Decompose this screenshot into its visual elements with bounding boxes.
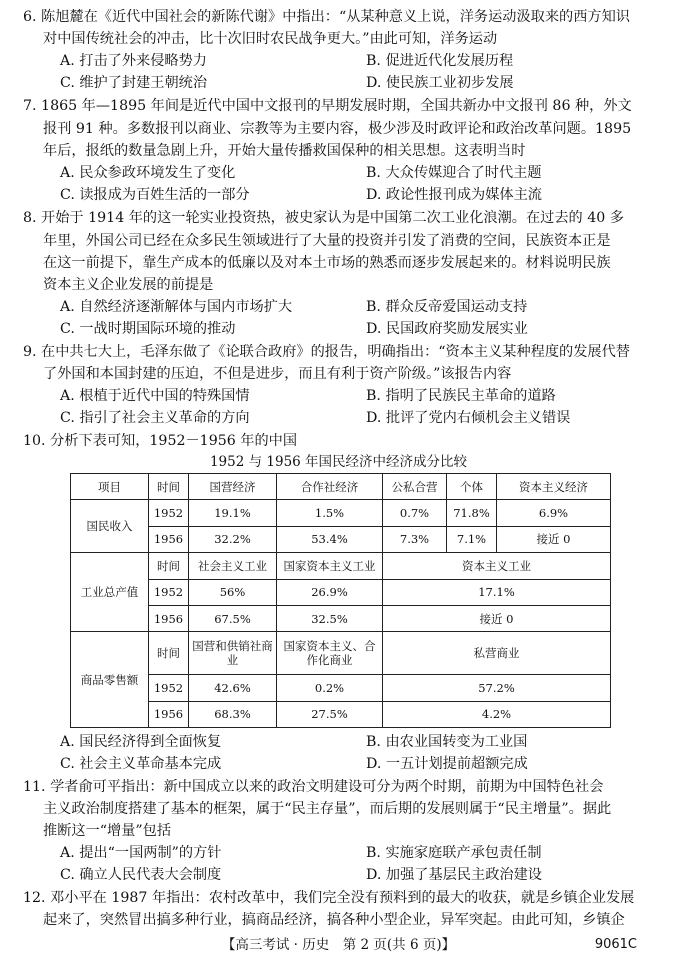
- header-cell: 合作社经济: [277, 474, 383, 500]
- table-cell: 1956: [149, 701, 189, 728]
- page-footer: [0, 934, 677, 956]
- q9-option-a: A. 根植于近代中国的特殊国情: [60, 388, 250, 404]
- q8-stem-line-4: 资本主义企业发展的前提是: [43, 277, 214, 293]
- subheader-cell: 国家资本主义、合作化商业: [277, 632, 383, 675]
- subheader-cell: 资本主义工业: [383, 553, 611, 579]
- table-cell: 6.9%: [497, 500, 611, 526]
- q12-stem-line-1: 12. 邓小平在 1987 年指出：农村改革中，我们完全没有预料到的最大的收获，就是乡镇企业发展: [23, 890, 635, 906]
- table-cell: 17.1%: [383, 579, 611, 605]
- q11-option-b: B. 实施家庭联产承包责任制: [366, 845, 542, 861]
- q9-option-d: D. 批评了党内右倾机会主义错误: [366, 410, 571, 426]
- q10-option-a: A. 国民经济得到全面恢复: [60, 734, 222, 750]
- footer-exam-code: 9061C: [594, 937, 637, 952]
- table-row: [71, 500, 611, 526]
- q11-option-c: C. 确立人民代表大会制度: [60, 867, 222, 883]
- table-row: [71, 579, 611, 605]
- table-header-row: [71, 474, 611, 500]
- table-cell: 67.5%: [189, 605, 277, 631]
- header-cell: 资本主义经济: [497, 474, 611, 500]
- q11-stem-line-2: 主义政治制度搭建了基本的框架，属于“民主存量”，而后期的发展则属于“民主增量”。据此: [43, 801, 612, 817]
- table-cell: 68.3%: [189, 701, 277, 728]
- table-cell: 57.2%: [383, 675, 611, 701]
- q7-option-b: B. 大众传媒迎合了时代主题: [366, 165, 542, 181]
- table-cell: 7.3%: [383, 526, 447, 552]
- q8-option-d: D. 民国政府奖励发展实业: [366, 321, 528, 337]
- header-cell: 个体: [447, 474, 497, 500]
- q9-stem-line-2: 了外国和本国封建的压迫，不但是进步，而且有利于资产阶级。”该报告内容: [43, 366, 512, 382]
- table-cell: 26.9%: [277, 579, 383, 605]
- q10-option-b: B. 由农业国转变为工业国: [366, 734, 528, 750]
- q6-option-a: A. 打击了外来侵略势力: [60, 53, 207, 69]
- q7-option-a: A. 民众参政环境发生了变化: [60, 165, 236, 181]
- header-cell: 项目: [71, 474, 149, 500]
- table-cell: 接近 0: [497, 526, 611, 552]
- footer-page-info: 【高三考试 · 历史 第 2 页(共 6 页)】: [221, 937, 456, 953]
- subheader-cell: 私营商业: [383, 632, 611, 675]
- q10-stem: 10. 分析下表可知，1952－1956 年的中国: [23, 433, 298, 449]
- q7-stem-line-1: 7. 1865 年—1895 年间是近代中国中文报刊的早期发展时期，全国共新办中文报刊 86 种，外文: [23, 98, 632, 114]
- q11-option-d: D. 加强了基层民主政治建设: [366, 867, 542, 883]
- table-subheader-row: [71, 632, 611, 675]
- table-cell: 1952: [149, 500, 189, 526]
- subheader-cell: 时间: [149, 553, 189, 579]
- subheader-cell: 时间: [149, 632, 189, 675]
- table-cell: 53.4%: [277, 526, 383, 552]
- q12-stem-line-2: 起来了，突然冒出搞多种行业，搞商品经济，搞各种小型企业，异军突起。由此可知，乡镇企: [43, 912, 625, 928]
- subheader-cell: 国家资本主义工业: [277, 553, 383, 579]
- table-row: [71, 675, 611, 701]
- q11-stem-line-3: 推断这一“增量”包括: [43, 823, 172, 839]
- table-cell: 接近 0: [383, 605, 611, 631]
- header-cell: 时间: [149, 474, 189, 500]
- q11-option-a: A. 提出“一国两制”的方针: [60, 845, 222, 861]
- q6-option-d: D. 使民族工业初步发展: [366, 75, 514, 91]
- table-cell: 1956: [149, 526, 189, 552]
- row-label-industry: 工业总产值: [71, 553, 149, 632]
- q7-option-c: C. 读报成为百姓生活的一部分: [60, 187, 250, 203]
- subheader-cell: 国营和供销社商业: [189, 632, 277, 675]
- row-label-retail: 商品零售额: [71, 632, 149, 728]
- q8-option-a: A. 自然经济逐渐解体与国内市场扩大: [60, 299, 293, 315]
- table-cell: 32.5%: [277, 605, 383, 631]
- q8-stem-line-3: 在这一前提下，靠生产成本的低廉以及对本土市场的熟悉而逐步发展起来的。材料说明民族: [43, 255, 611, 271]
- q8-stem-line-2: 年里，外国公司已经在众多民生领域进行了大量的投资并引发了消费的空间，民族资本正是: [43, 233, 611, 249]
- table-cell: 32.2%: [189, 526, 277, 552]
- table-cell: 1952: [149, 579, 189, 605]
- q6-stem-line-1: 6. 陈旭麓在《近代中国社会的新陈代谢》中指出：“从某种意义上说，洋务运动汲取来的西方知识: [23, 9, 630, 25]
- q10-option-c: C. 社会主义革命基本完成: [60, 756, 222, 772]
- table-cell: 27.5%: [277, 701, 383, 728]
- table-subheader-row: [71, 553, 611, 579]
- table-row: [71, 701, 611, 728]
- q7-stem-line-2: 报刊 91 种。多数报刊以商业、宗教等为主要内容，极少涉及时政评论和政治改革问题。1895: [43, 121, 632, 137]
- q8-stem-line-1: 8. 开始于 1914 年的这一轮实业投资热，被史家认为是中国第二次工业化浪潮。在过去的 40 多: [23, 210, 624, 226]
- q9-stem-line-1: 9. 在中共七大上，毛泽东做了《论联合政府》的报告，明确指出：“资本主义某种程度的发展代替: [23, 344, 630, 360]
- table-cell: 1.5%: [277, 500, 383, 526]
- row-label-income: 国民收入: [71, 500, 149, 553]
- table-cell: 7.1%: [447, 526, 497, 552]
- q7-stem-line-3: 年后，报纸的数量急剧上升，开始大量传播救国保种的相关思想。这表明当时: [43, 143, 526, 159]
- table-cell: 71.8%: [447, 500, 497, 526]
- q8-option-c: C. 一战时期国际环境的推动: [60, 321, 236, 337]
- table-cell: 4.2%: [383, 701, 611, 728]
- header-cell: 国营经济: [189, 474, 277, 500]
- q8-option-b: B. 群众反帝爱国运动支持: [366, 299, 528, 315]
- q7-option-d: D. 政论性报刊成为媒体主流: [366, 187, 542, 203]
- table-cell: 56%: [189, 579, 277, 605]
- table-cell: 1956: [149, 605, 189, 631]
- q6-option-b: B. 促进近代化发展历程: [366, 53, 514, 69]
- table-cell: 0.2%: [277, 675, 383, 701]
- header-cell: 公私合营: [383, 474, 447, 500]
- q10-option-d: D. 一五计划提前超额完成: [366, 756, 528, 772]
- economy-table: [70, 473, 611, 728]
- table-row: [71, 605, 611, 631]
- q11-stem-line-1: 11. 学者俞可平指出：新中国成立以来的政治文明建设可分为两个时期，前期为中国特色社会: [23, 779, 604, 795]
- table-cell: 1952: [149, 675, 189, 701]
- q6-stem-line-2: 对中国传统社会的冲击，比十次旧时农民战争更大。”由此可知，洋务运动: [43, 31, 498, 47]
- table-row: [71, 526, 611, 552]
- table-cell: 19.1%: [189, 500, 277, 526]
- q6-option-c: C. 维护了封建王朝统治: [60, 75, 208, 91]
- subheader-cell: 社会主义工业: [189, 553, 277, 579]
- table-cell: 42.6%: [189, 675, 277, 701]
- table-cell: 0.7%: [383, 500, 447, 526]
- q9-option-b: B. 指明了民族民主革命的道路: [366, 388, 556, 404]
- q9-option-c: C. 指引了社会主义革命的方向: [60, 410, 250, 426]
- table-caption: 1952 与 1956 年国民经济中经济成分比较: [209, 454, 468, 470]
